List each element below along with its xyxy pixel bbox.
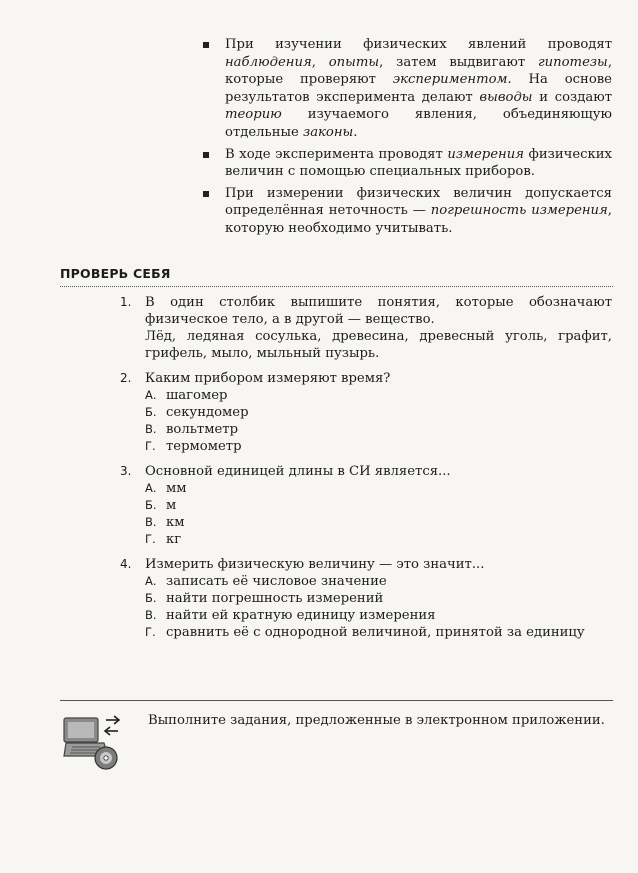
bottom-divider: [60, 700, 613, 701]
term-experiment: экспериментом: [392, 72, 508, 88]
text: , затем выдвигают: [379, 54, 538, 70]
question-text: Основной единицей длины в СИ является...: [145, 464, 451, 479]
term-observations: наблюдения: [225, 54, 312, 70]
option-letter: А.: [145, 388, 157, 402]
section-title: ПРОВЕРЬ СЕБЯ: [60, 266, 171, 281]
question-word-list: Лёд, ледяная сосулька, древесина, древесный уголь, графит, грифель, мыло, мыльный пузырь.: [145, 329, 612, 361]
answer-option: [145, 624, 612, 641]
option-text: найти погрешность измерений: [166, 591, 384, 606]
text: , которые проверяют: [225, 54, 613, 88]
option-text: кг: [166, 532, 182, 547]
option-text: км: [166, 515, 185, 530]
question-number: 3.: [120, 464, 132, 478]
answer-option: [145, 573, 612, 590]
answer-option: [145, 404, 612, 421]
text: физических величин с помощью специальных приборов.: [225, 146, 612, 180]
text: При изучении физических явлений проводят: [225, 37, 612, 52]
text: При измерении физических величин допускается определённая неточность —: [225, 185, 612, 219]
laptop-disc-icon: [62, 712, 124, 770]
term-measurements: измерения: [447, 146, 524, 162]
summary-bullet-2: [200, 146, 612, 181]
summary-bullet-1: [200, 36, 612, 142]
term-laws: законы: [303, 124, 354, 140]
text: изучаемого явления, объединяющую отдельные: [225, 107, 612, 140]
answer-option: [145, 387, 612, 404]
option-letter: Б.: [145, 498, 157, 512]
text: ,: [311, 54, 329, 70]
term-experiments: опыты: [328, 54, 380, 70]
question-text: Измерить физическую величину — это значит...: [145, 557, 485, 572]
text: .: [353, 124, 358, 140]
question-1: [120, 294, 612, 362]
question-4: [120, 556, 612, 641]
summary-bullets: [200, 36, 612, 242]
option-text: найти ей кратную единицу измерения: [166, 608, 436, 623]
bullet-square-icon: [203, 191, 209, 197]
term-conclusions: выводы: [479, 89, 533, 105]
bullet-square-icon: [203, 152, 209, 158]
question-2: [120, 370, 612, 455]
answer-option: [145, 497, 612, 514]
answer-option: [145, 590, 612, 607]
option-text: мм: [166, 481, 187, 496]
question-number: 1.: [120, 295, 132, 309]
option-letter: А.: [145, 481, 157, 495]
question-text: В один столбик выпишите понятия, которые обозначают физическое тело, а в другой — вещество.: [145, 295, 612, 327]
section-divider: [60, 286, 613, 287]
answer-option: [145, 421, 612, 438]
option-text: секундомер: [166, 405, 249, 420]
option-letter: Г.: [145, 625, 156, 639]
answer-option: [145, 607, 612, 624]
question-text: Каким прибором измеряют время?: [145, 371, 391, 386]
question-number: 4.: [120, 557, 132, 571]
option-letter: В.: [145, 515, 157, 529]
option-text: шагомер: [166, 388, 228, 403]
option-text: записать её числовое значение: [166, 574, 387, 589]
option-letter: В.: [145, 422, 157, 436]
answer-option: [145, 514, 612, 531]
option-letter: Г.: [145, 439, 156, 453]
option-text: вольтметр: [166, 422, 239, 437]
text: , которую необходимо учитывать.: [225, 203, 612, 236]
question-3: [120, 463, 612, 548]
option-text: сравнить её с однородной величиной, принятой за единицу: [166, 625, 585, 640]
option-letter: А.: [145, 574, 157, 588]
question-number: 2.: [120, 371, 132, 385]
option-letter: Б.: [145, 405, 157, 419]
term-measurement-error: погрешность измерения: [430, 203, 608, 219]
answer-option: [145, 438, 612, 455]
text: В ходе эксперимента проводят: [225, 146, 448, 162]
answer-option: [145, 480, 612, 497]
text: и создают: [532, 89, 613, 105]
option-text: термометр: [166, 439, 242, 454]
answer-option: [145, 531, 612, 548]
term-hypotheses: гипотезы: [537, 54, 608, 70]
bullet-square-icon: [203, 42, 209, 48]
term-theory: теорию: [225, 107, 282, 123]
question-list: [120, 294, 612, 649]
electronic-app-text: Выполните задания, предложенные в электронном приложении.: [148, 713, 605, 728]
option-text: м: [166, 498, 177, 513]
option-letter: Г.: [145, 532, 156, 546]
summary-bullet-3: [200, 185, 612, 238]
text: . На основе результатов эксперимента делают: [225, 72, 612, 105]
option-letter: В.: [145, 608, 157, 622]
option-letter: Б.: [145, 591, 157, 605]
